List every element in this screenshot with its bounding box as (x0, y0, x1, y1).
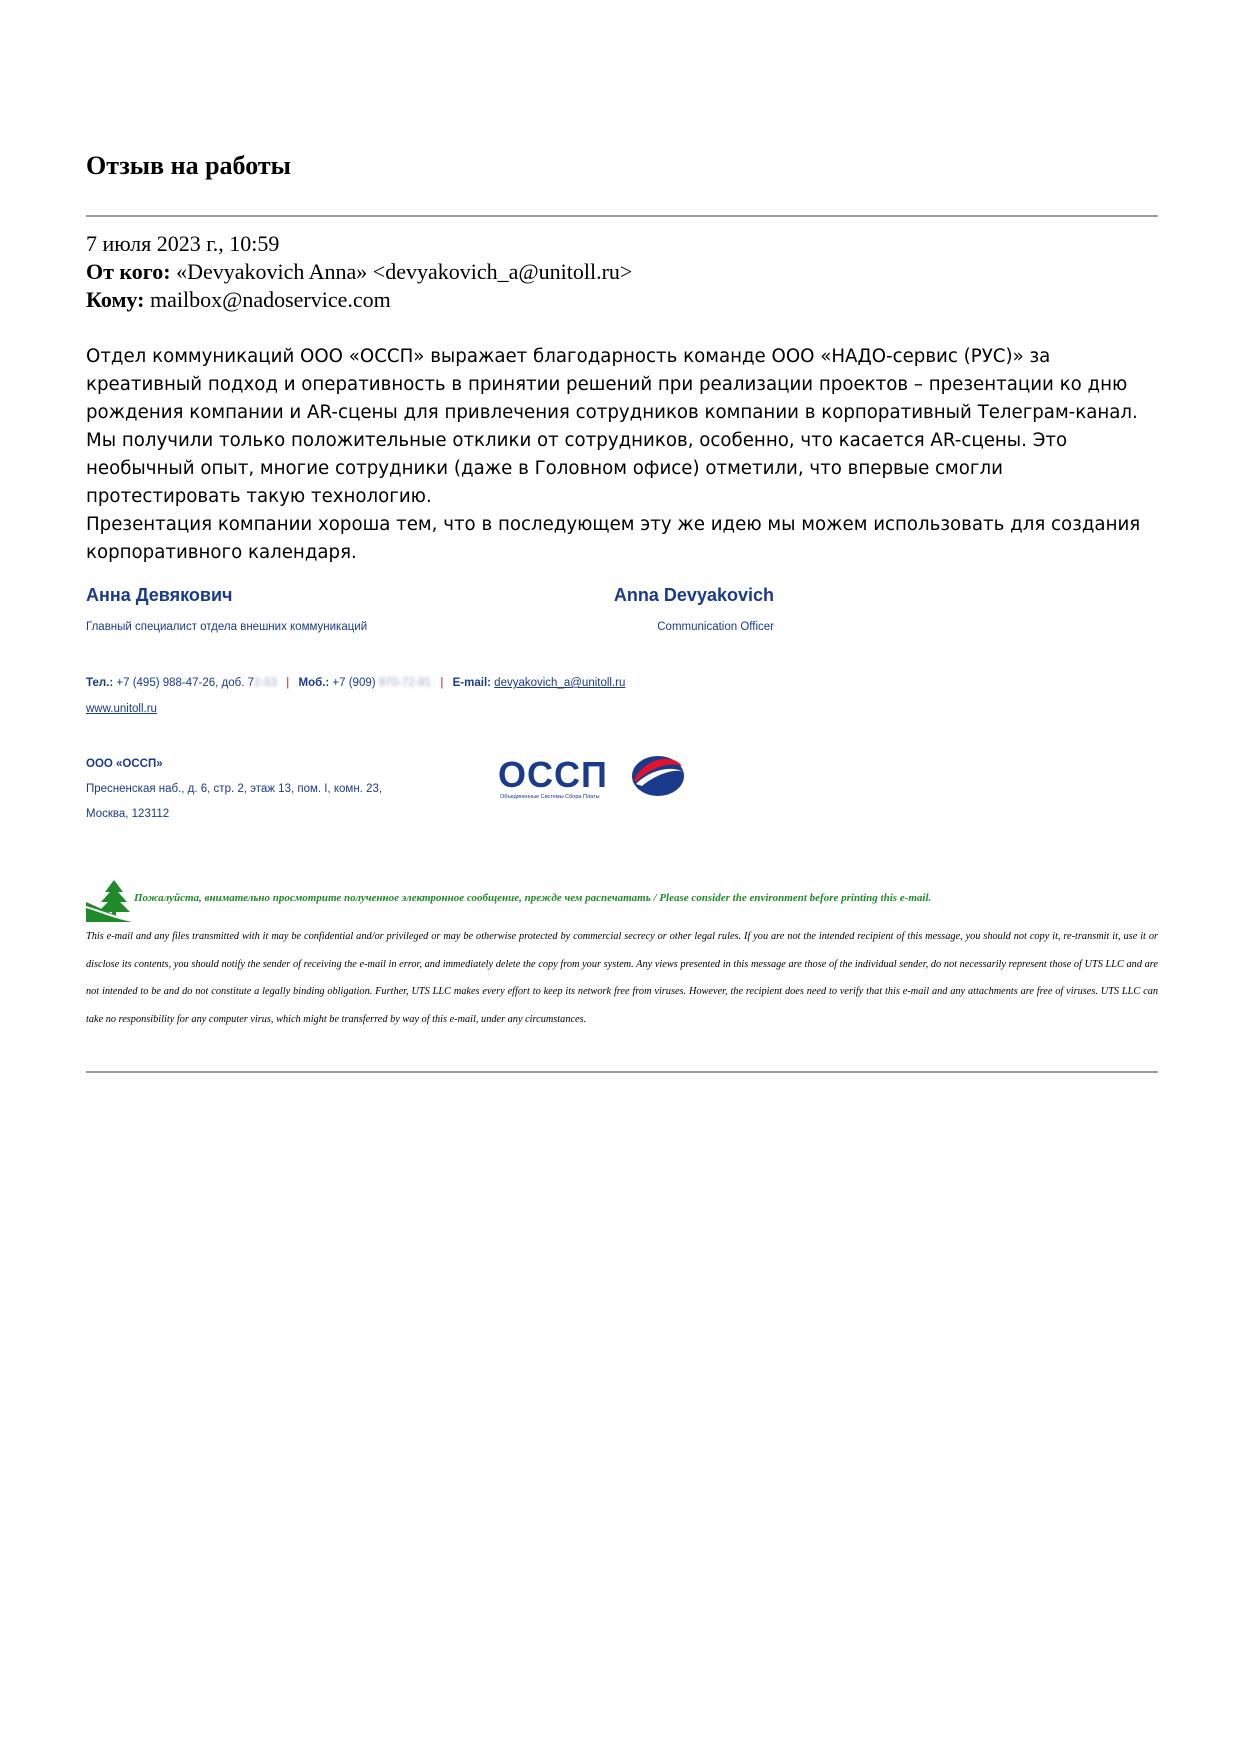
email-link[interactable]: devyakovich_a@unitoll.ru (494, 677, 626, 689)
email-label: E-mail: (452, 677, 491, 689)
tel-label: Тел.: (86, 677, 114, 689)
separator: | (440, 677, 444, 689)
from-value: «Devyakovich Anna» <devyakovich_a@unitoll.ru> (176, 259, 633, 284)
email-subject: Отзыв на работы (86, 151, 291, 180)
email-from (86, 258, 632, 286)
to-label: Кому: (86, 287, 145, 312)
signature-contacts (86, 675, 625, 691)
eco-note-text: Пожалуйста, внимательно просмотрите полученное электронное сообщение, прежде чем распечатать / Please consider the environment before printing this e-mail. (134, 892, 932, 904)
to-value: mailbox@nadoservice.com (149, 287, 391, 312)
mob-label: Моб.: (298, 677, 330, 689)
website-link[interactable]: www.unitoll.ru (86, 703, 157, 715)
logo-swoosh-icon (632, 756, 684, 796)
body-paragraph: Отдел коммуникаций ООО «ОССП» выражает благодарность команде ООО «НАДО-сервис (РУС)» за креативный подход и оперативность в принятии решений при реализации проектов – презентации ко дню рождения компании и AR-сцены для привлечения сотрудников компании в корпоративный Телеграм-канал. Мы получили только положительные отклики от сотрудников, особенно, что касается AR-сцены. Это необычный опыт, многие сотрудники (даже в Головном офисе) отметили, что впервые смогли протестировать такую технологию. (86, 346, 1138, 507)
signature-role-ru: Главный специалист отдела внешних коммуникаций (86, 621, 368, 633)
website (86, 701, 157, 717)
tel-value: +7 (495) 988-47-26, доб. 7 (116, 677, 255, 689)
logo-subtitle: Объединенные Системы Сбора Платы (500, 794, 600, 800)
address-line: Москва, 123112 (86, 808, 170, 820)
signature-name-ru: Анна Девякович (86, 585, 233, 605)
tel-redacted: 2-53 (254, 677, 278, 689)
from-label: От кого: (86, 259, 171, 284)
email-to (86, 286, 632, 314)
logo-wordmark: ОССП (498, 754, 608, 795)
tree-icon (86, 878, 132, 922)
mob-value: +7 (909) (332, 677, 376, 689)
footer-divider (86, 1071, 1158, 1073)
legal-disclaimer: This e-mail and any files transmitted with it may be confidential and/or privileged or may be otherwise protected by commercial secrecy or other legal rules. If you are not the intended recipient of this message, you should not copy it, re-transmit it, use it or disclose its contents, you should notify the sender of receiving the e-mail in error, and immediately delete the copy from your system. Any views presented in this message are those of the individual sender, do not necessarily represent those of UTS LLC and are not intended to be and do not constitute a legally binding obligation. Further, UTS LLC makes every effort to keep its network free from viruses. However, the recipient does need to verify that this e-mail and any attachments are free of viruses. UTS LLC can take no responsibility for any computer virus, which might be transferred by way of this e-mail, under any circumstances. (86, 931, 1158, 1025)
signature-name-en: Anna Devyakovich (613, 585, 774, 605)
mob-redacted: 970-72-91 (378, 677, 432, 689)
company-address (86, 752, 382, 827)
company-name: ООО «ОССП» (86, 758, 163, 770)
signature-role-en: Communication Officer (657, 621, 774, 633)
header-divider (86, 215, 1158, 217)
email-date: 7 июля 2023 г., 10:59 (86, 231, 280, 256)
address-line: Пресненская наб., д. 6, стр. 2, этаж 13, пом. I, комн. 23, (86, 783, 383, 795)
ossp-logo (496, 752, 686, 802)
separator: | (286, 677, 290, 689)
body-paragraph: Презентация компании хороша тем, что в последующем эту же идею мы можем использовать для создания корпоративного календаря. (86, 514, 1141, 563)
email-meta (86, 230, 632, 314)
email-body (86, 343, 1158, 567)
